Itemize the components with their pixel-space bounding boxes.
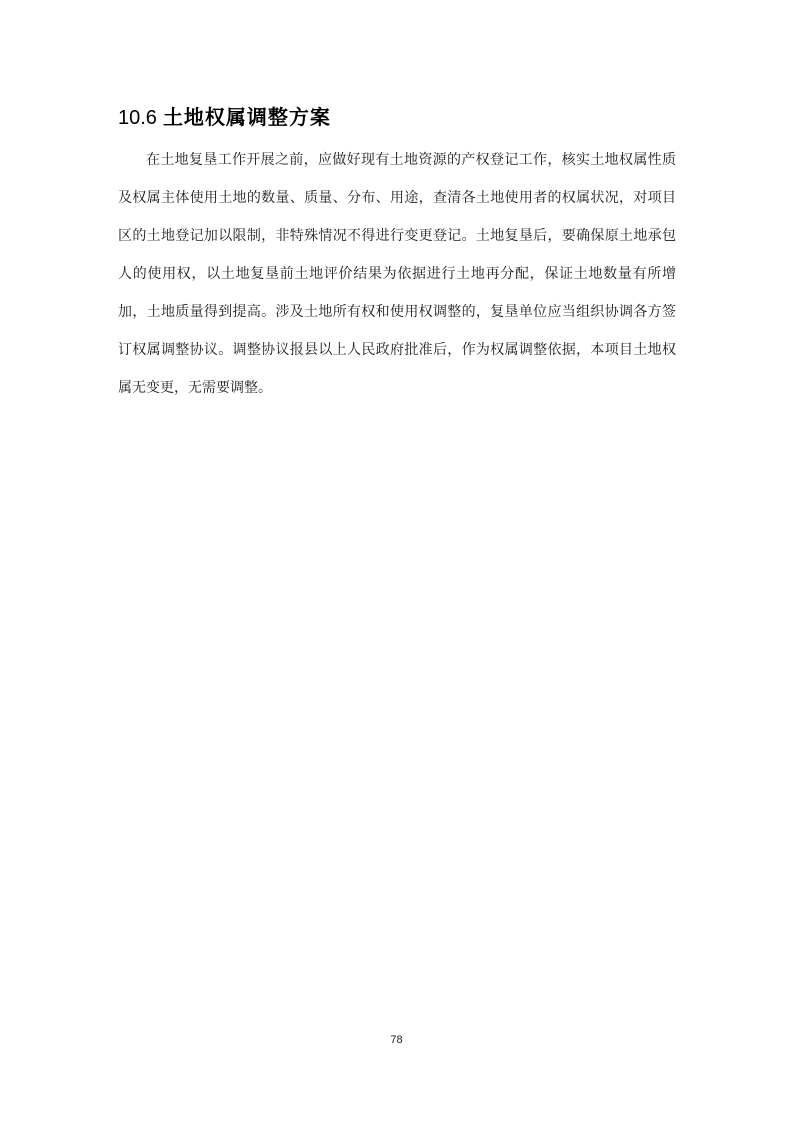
section-number: 10.6 — [118, 107, 157, 129]
section-title: 土地权属调整方案 — [162, 105, 331, 129]
page-number: 78 — [390, 1034, 403, 1046]
body-paragraph: 在土地复垦工作开展之前，应做好现有土地资源的产权登记工作，核实土地权属性质及权属主体使用土地的数量、质量、分布、用途，查清各土地使用者的权属状况，对项目区的土地登记加以限制，非特殊情况不得进行变更登记。土地复垦后，要确保原土地承包人的使用权，以土地复垦前土地评价结果为依据进行土地再分配，保证土地数量有所增加，土地质量得到提高。涉及土地所有权和使用权调整的，复垦单位应当组织协调各方签订权属调整协议。调整协议报县以上人民政府批准后，作为权属调整依据，本项目土地权属无变更，无需要调整。 — [118, 152, 676, 396]
section-heading — [118, 102, 331, 133]
